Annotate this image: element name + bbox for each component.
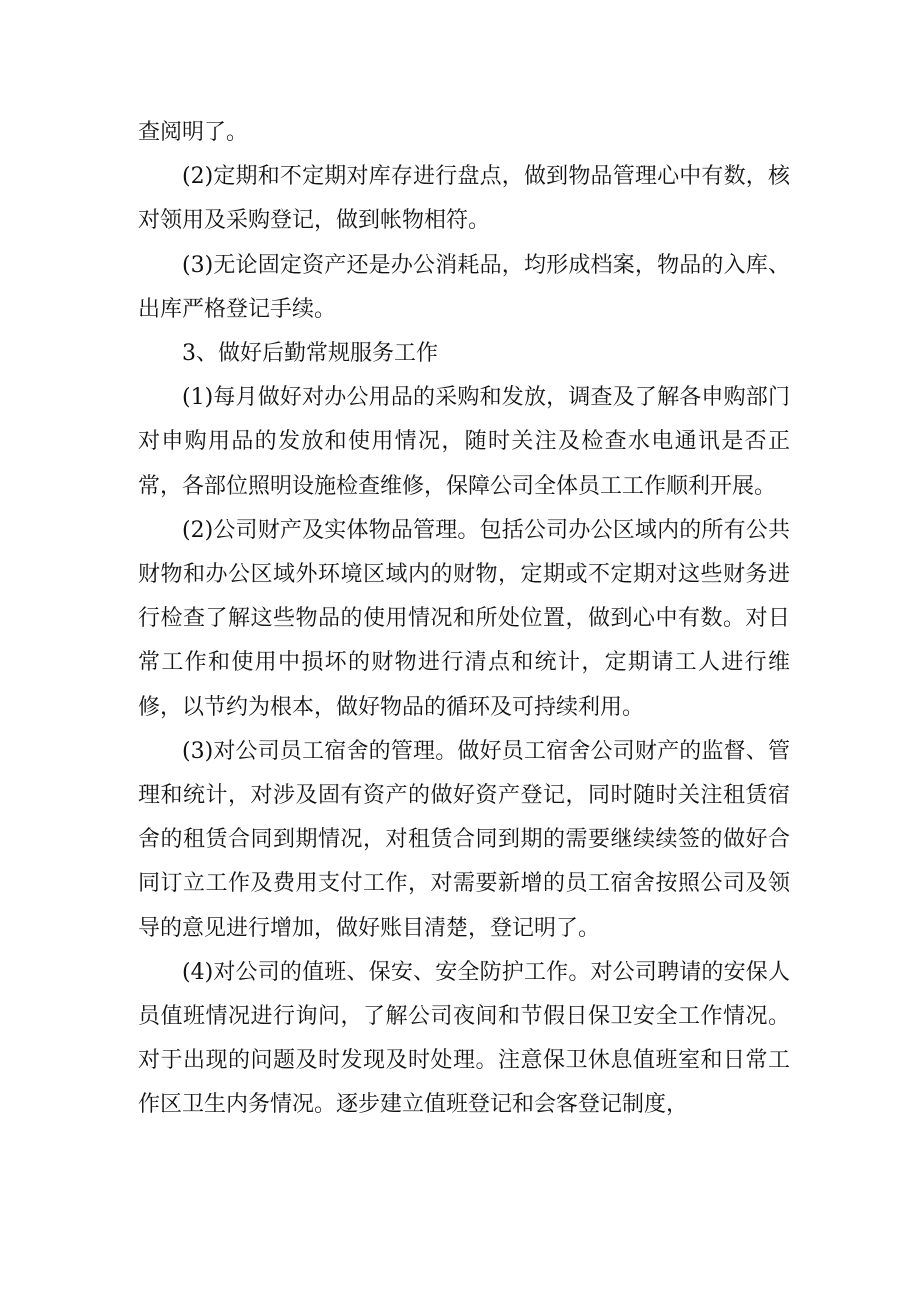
section-heading-logistics: 3、做好后勤常规服务工作: [182, 341, 438, 367]
paragraph-asset-archive: (3)无论固定资产还是办公消耗品，均形成档案，物品的入库、出库严格登记手续。: [138, 252, 790, 322]
paragraph-continuation: 查阅明了。: [138, 120, 249, 145]
paragraph-property-management: (2)公司财产及实体物品管理。包括公司办公区域内的所有公共财物和办公区域外环境区域内的财物，定期或不定期对这些财务进行检查了解这些物品的使用情况和所处位置，做到心中有数。对日常工作和使用中损坏的财物进行清点和统计，定期请工人进行维修，以节约为根本，做好物品的循环及可持续利用。: [138, 517, 790, 720]
paragraph-inventory-check: (2)定期和不定期对库存进行盘点，做到物品管理心中有数，核对领用及采购登记，做到帐物相符。: [138, 164, 790, 234]
paragraph-security-duty: (4)对公司的值班、保安、安全防护工作。对公司聘请的安保人员值班情况进行询问，了解公司夜间和节假日保卫安全工作情况。对于出现的问题及时发现及时处理。注意保卫休息值班室和日常工作区卫生内务情况。逐步建立值班登记和会客登记制度，: [138, 959, 790, 1118]
paragraph-dormitory-management: (3)对公司员工宿舍的管理。做好员工宿舍公司财产的监督、管理和统计，对涉及固有资产的做好资产登记，同时随时关注租赁宿舍的租赁合同到期情况，对租赁合同到期的需要继续续签的做好合同订立工作及费用支付工作，对需要新增的员工宿舍按照公司及领导的意见进行增加，做好账目清楚，登记明了。: [138, 738, 790, 941]
paragraph-office-supplies: (1)每月做好对办公用品的采购和发放，调查及了解各申购部门对申购用品的发放和使用情况，随时关注及检查水电通讯是否正常，各部位照明设施检查维修，保障公司全体员工工作顺利开展。: [138, 385, 790, 499]
document-body: [138, 111, 790, 1128]
